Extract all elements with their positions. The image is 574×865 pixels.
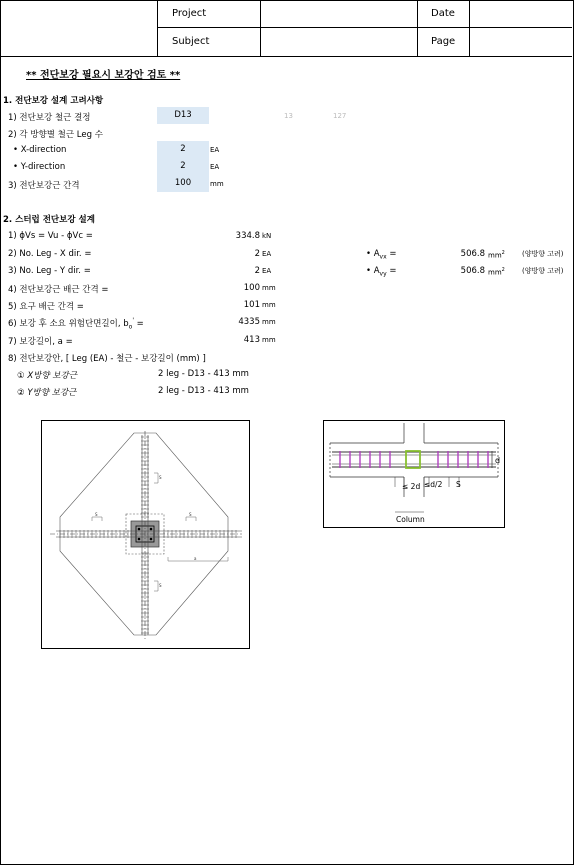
leg-y-value: 2: [254, 266, 260, 276]
rebar-label: 1) 전단보강 철근 결정: [8, 113, 91, 123]
header-divider: [157, 0, 158, 56]
svg-text:S: S: [159, 475, 162, 480]
spacing-input[interactable]: 100: [157, 175, 209, 192]
section1-heading: 1. 전단보강 설계 고려사항: [3, 96, 104, 106]
reinforce-length-unit: mm: [262, 336, 276, 344]
x-reinforcement-value: 2 leg - D13 - 413 mm: [158, 369, 249, 379]
leg-y-label: 3) No. Leg - Y dir. =: [8, 266, 91, 276]
svg-text:S: S: [159, 583, 162, 588]
required-spacing-value: 101: [243, 300, 260, 310]
x-direction-unit: EA: [210, 146, 220, 154]
svg-text:S: S: [189, 512, 192, 517]
plan-label: 8) 전단보강안, [ Leg (EA) - 철근 - 보강길이 (mm) ]: [8, 354, 206, 364]
x-reinforcement-label: ① X방향 보강근: [17, 371, 77, 381]
header-divider: [469, 0, 470, 56]
avx-unit: $mm^2$: [488, 250, 505, 260]
avy-unit: $mm^2$: [488, 267, 505, 277]
avy-note: (양방향 고려): [522, 267, 564, 275]
avy-value: 506.8: [460, 266, 485, 276]
section-figure: [323, 420, 505, 528]
rebar-faint-2: 127: [333, 112, 347, 120]
page-title: ** 전단보강 필요시 보강안 검토 **: [26, 70, 181, 81]
section-drawing: [324, 421, 504, 527]
x-direction-input[interactable]: 2: [157, 141, 209, 158]
reinforce-length-label: 7) 보강길이, a =: [8, 337, 73, 347]
section2-heading: 2. 스터럽 전단보강 설계: [3, 215, 95, 225]
reinforce-length-value: 413: [243, 335, 260, 345]
s-label: S: [456, 480, 461, 489]
x-direction-label: • X-direction: [13, 145, 67, 155]
required-spacing-label: 5) 요구 배근 간격 =: [8, 302, 84, 312]
avx-label: • $A_{vx}$ =: [366, 249, 397, 261]
vs-unit: kN: [262, 232, 272, 240]
header-divider: [417, 0, 418, 56]
leg-y-unit: EA: [262, 267, 272, 275]
critical-length-label: 6) 보강 후 소요 위험단면길이, $b_o'$ =: [8, 317, 144, 331]
le-2d-label: ≤ 2d: [402, 482, 421, 491]
svg-text:a: a: [194, 556, 197, 561]
y-reinforcement-value: 2 leg - D13 - 413 mm: [158, 386, 249, 396]
vs-value: 334.8: [235, 231, 260, 241]
project-label: Project: [172, 8, 207, 19]
y-reinforcement-label: ② Y방향 보강근: [17, 388, 77, 398]
y-direction-unit: EA: [210, 163, 220, 171]
d-dimension-label: d: [495, 456, 501, 465]
spacing-label: 3) 전단보강근 간격: [8, 181, 80, 191]
date-label: Date: [431, 8, 455, 19]
avx-note: (양방향 고려): [522, 250, 564, 258]
required-spacing-unit: mm: [262, 301, 276, 309]
stirrup-spacing-unit: mm: [262, 284, 276, 292]
leg-label: 2) 각 방향별 철근 Leg 수: [8, 130, 103, 140]
y-direction-input[interactable]: 2: [157, 158, 209, 175]
header-table: [0, 0, 572, 57]
avy-label: • $A_{vy}$ =: [366, 266, 397, 278]
subject-label: Subject: [172, 36, 210, 47]
leg-x-value: 2: [254, 249, 260, 259]
spacing-unit: mm: [210, 180, 224, 188]
column-label: Column: [396, 515, 425, 524]
vs-label: 1) ϕVs = Vu - ϕVc =: [8, 231, 93, 241]
page-label: Page: [431, 36, 456, 47]
plan-drawing: [42, 421, 249, 648]
svg-text:S: S: [95, 512, 98, 517]
leg-x-unit: EA: [262, 250, 272, 258]
critical-length-unit: mm: [262, 318, 276, 326]
avx-value: 506.8: [460, 249, 485, 259]
header-divider: [157, 27, 572, 28]
stirrup-spacing-value: 100: [243, 283, 260, 293]
leg-x-label: 2) No. Leg - X dir. =: [8, 249, 92, 259]
plan-figure: [41, 420, 250, 649]
rebar-faint-1: 13: [284, 112, 293, 120]
rebar-input[interactable]: D13: [157, 107, 209, 124]
le-d2-label: ≤d/2: [424, 480, 443, 489]
header-divider: [260, 0, 261, 56]
y-direction-label: • Y-direction: [13, 162, 66, 172]
stirrup-spacing-label: 4) 전단보강근 배근 간격 =: [8, 285, 109, 295]
critical-length-value: 4335: [238, 317, 260, 327]
